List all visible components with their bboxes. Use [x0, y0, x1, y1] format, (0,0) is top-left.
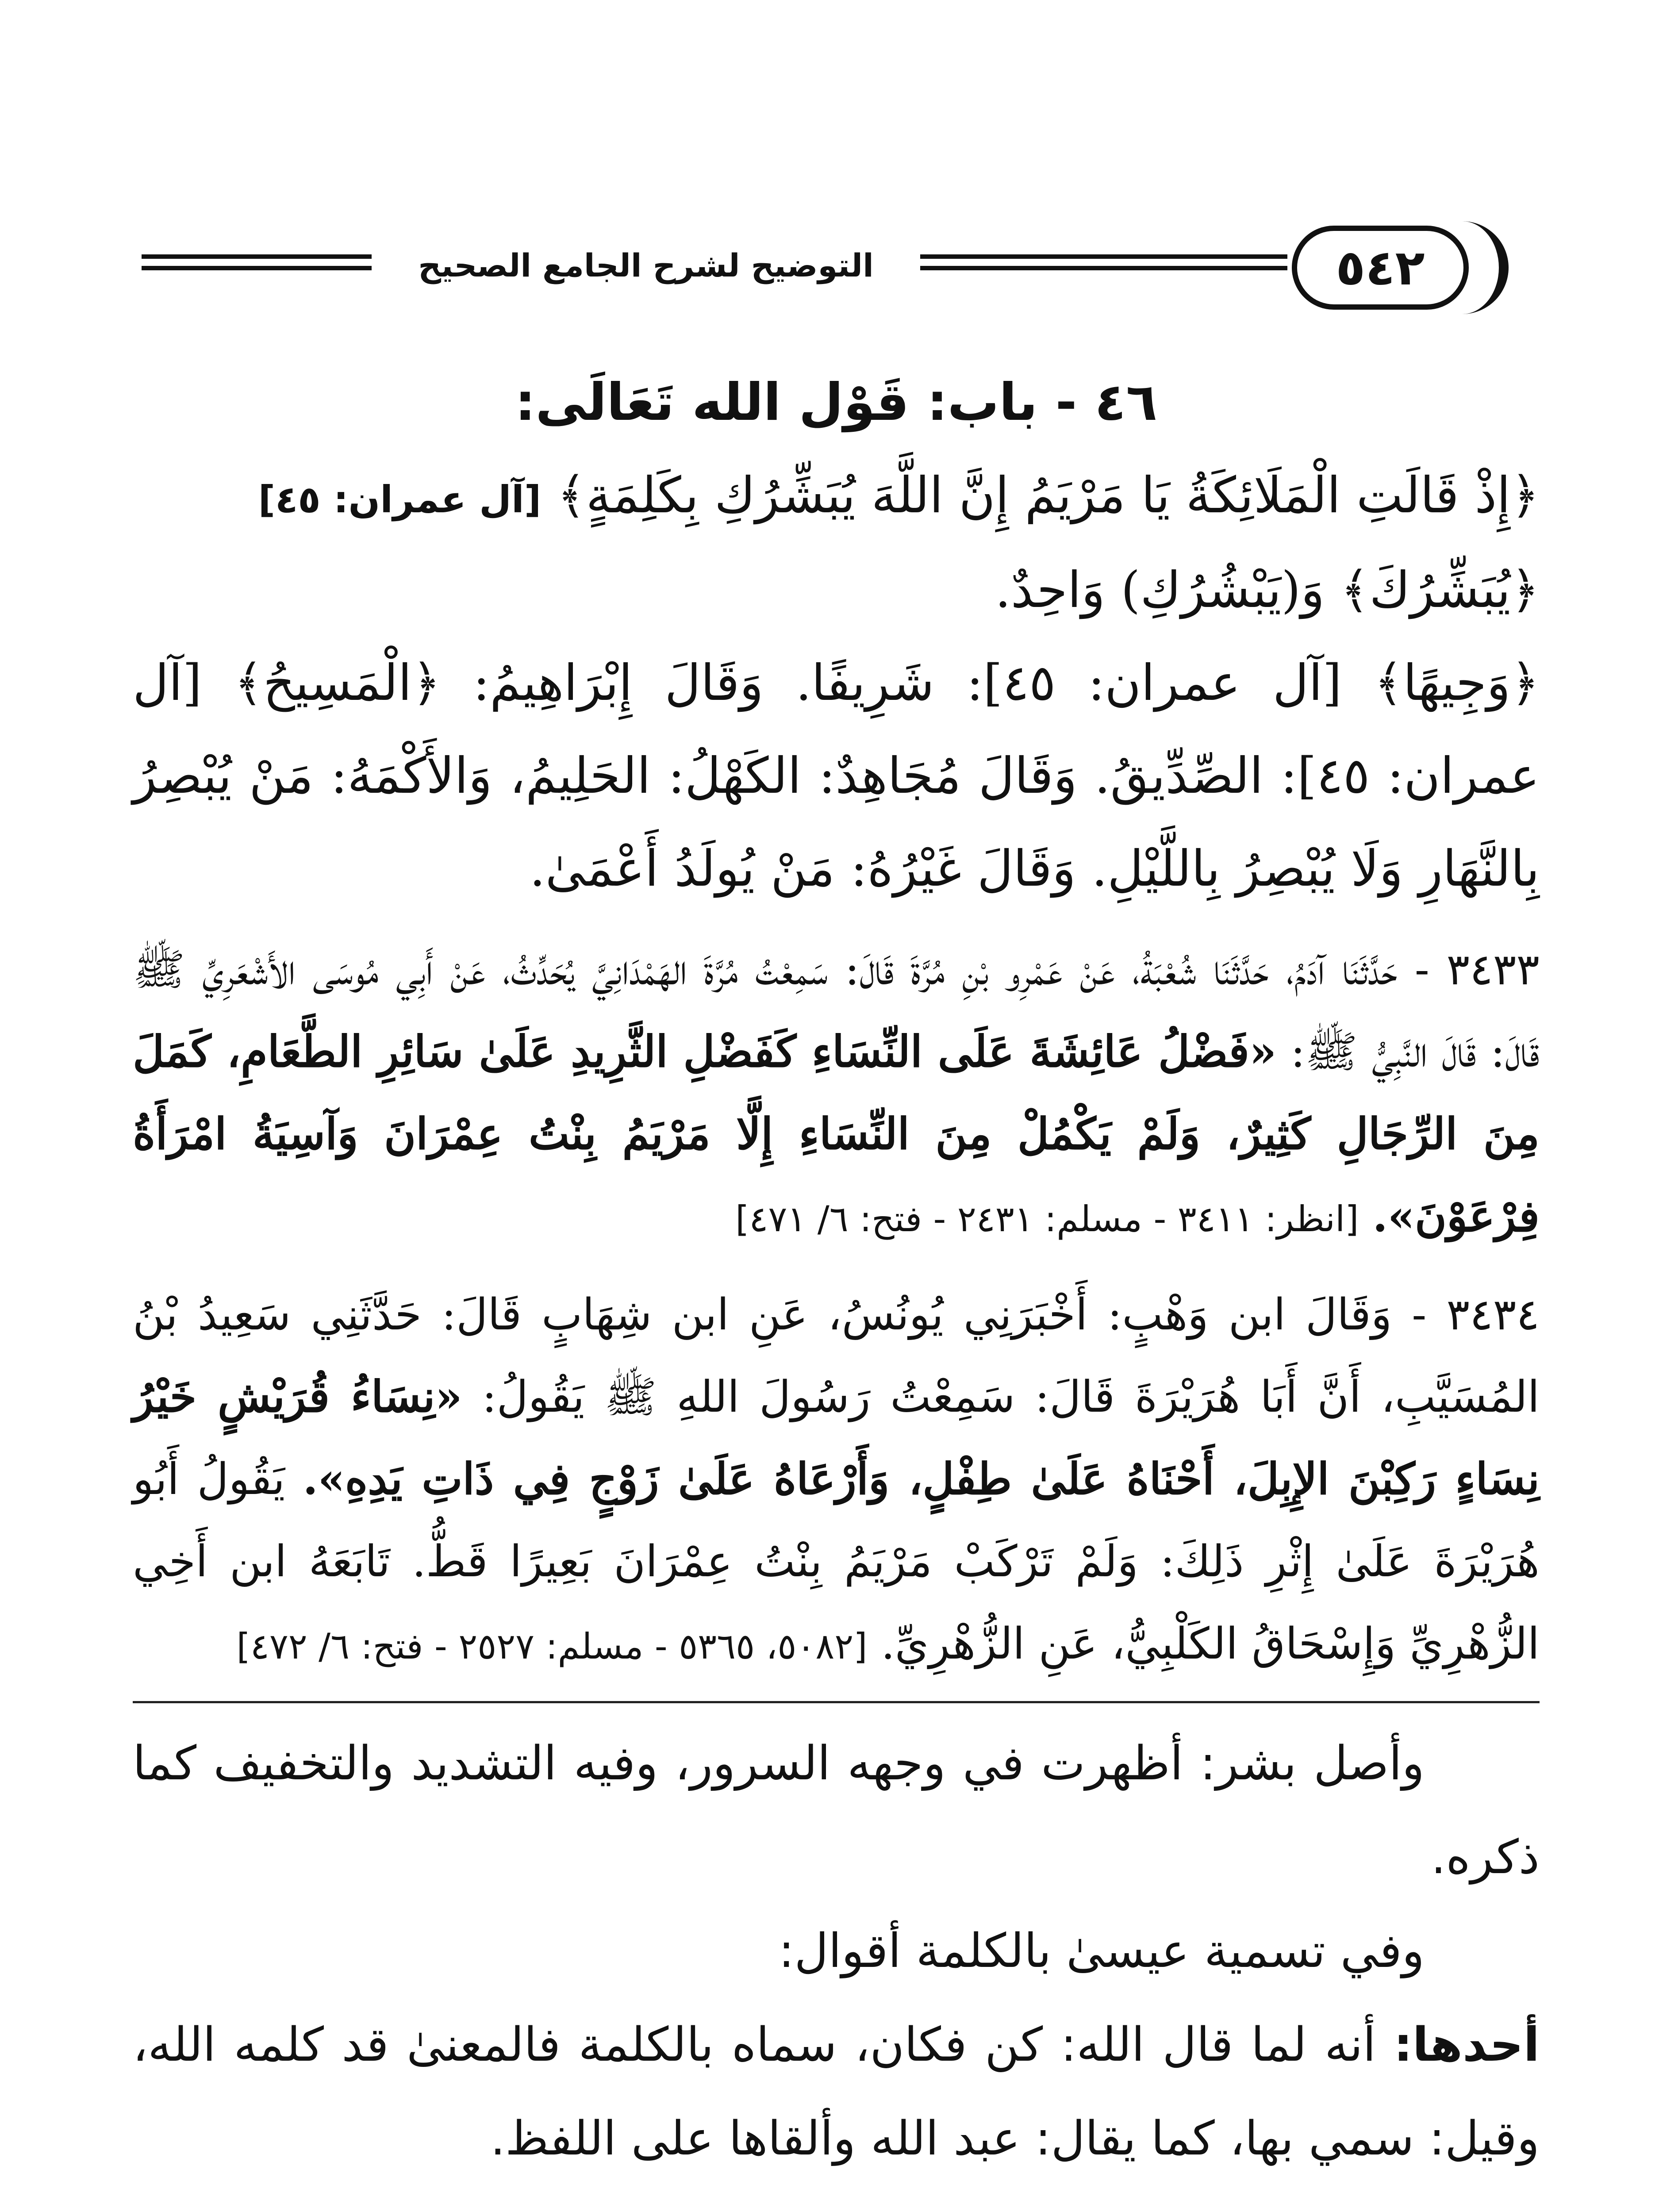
- chapter-heading: ٤٦ - باب: قَوْل الله تَعَالَى:: [515, 373, 1157, 432]
- commentary-lead: أحدها:: [1394, 2017, 1540, 2072]
- hadith-3434: [133, 1274, 1540, 1688]
- verse-reference: [آل عمران: ٤٥]: [258, 478, 541, 521]
- hadith-matn: «فَضْلُ عَائِشَةَ عَلَى النِّسَاءِ كَفَضْلِ الثَّرِيدِ عَلَىٰ سَائِرِ الطَّعَامِ، كَمَلَ مِنَ الرِّجَالِ كَثِيرٌ، وَلَمْ يَكْمُلْ مِنَ النِّسَاءِ إِلَّا مَرْيَمُ بِنْتُ عِمْرَانَ وَآسِيَةُ امْرَأَةُ فِرْعَوْنَ».: [133, 1026, 1540, 1242]
- commentary-text: وفي تسمية عيسىٰ بالكلمة أقوال:: [778, 1924, 1425, 1978]
- page-number: ٥٤٢: [1336, 239, 1425, 296]
- hadith-matn: «نِسَاءُ قُرَيْشٍ خَيْرُ نِسَاءٍ رَكِبْنَ الإِبِلَ، أَحْنَاهُ عَلَىٰ طِفْلٍ، وَأَرْعَاهُ عَلَىٰ زَوْجٍ فِي ذَاتِ يَدِهِ».: [133, 1371, 1540, 1505]
- header-rule-left: [142, 254, 372, 270]
- hadith-citation: [انظر: ٣٤١١ - مسلم: ٢٤٣١ - فتح: ٦/ ٤٧١]: [735, 1198, 1359, 1240]
- page-badge-ornament: [1442, 221, 1509, 314]
- commentary-text: أنه لما قال الله: كن فكان، سماه بالكلمة فالمعنىٰ قد كلمه الله، وقيل: سمي بها، كما يقال: عبد الله وألقاها على اللفظ.: [133, 2017, 1540, 2166]
- page-header: [142, 212, 1491, 319]
- commentary-text: وأصل بشر: أظهرت في وجهه السرور، وفيه التشديد والتخفيف كما ذكره.: [133, 1736, 1540, 1884]
- commentary-paragraph: [133, 1998, 1540, 2185]
- hadith-tail: يَقُولُ أَبُو هُرَيْرَةَ عَلَىٰ إِثْرِ ذَلِكَ: وَلَمْ تَرْكَبْ مَرْيَمُ بِنْتُ عِمْرَانَ بَعِيرًا قَطُّ. تَابَعَهُ ابن أَخِي الزُّهْرِيِّ وَإِسْحَاقُ الكَلْبِيُّ، عَنِ الزُّهْرِيِّ.: [133, 1454, 1540, 1669]
- hadith-citation: [٥٠٨٢، ٥٣٦٥ - مسلم: ٢٥٢٧ - فتح: ٦/ ٤٧٢]: [236, 1626, 868, 1667]
- running-title: التوضيح لشرح الجامع الصحيح: [418, 247, 874, 284]
- commentary-paragraph: [133, 1904, 1540, 1998]
- gloss-line: ﴿يُبَشِّرُكَ﴾ وَ(يَبْشُرُكِ) وَاحِدٌ.: [995, 561, 1540, 619]
- hadith-3433: [133, 929, 1540, 1260]
- hadith-isnad: ٣٤٣٣ - حَدَّثَنَا آدَمُ، حَدَّثَنَا شُعْبَةُ، عَنْ عَمْرِو بْنِ مُرَّةَ قَالَ: سَمِعْتُ مُرَّةَ الهَمْدَانِيَّ يُحَدِّثُ، عَنْ أَبِي مُوسَى الأَشْعَرِيِّ ﷺ قَالَ: قَالَ النَّبِيُّ ﷺ:: [133, 945, 1540, 1077]
- commentary-paragraph: [133, 1717, 1540, 1904]
- hadith-isnad: ٣٤٣٤ - وَقَالَ ابن وَهْبٍ: أَخْبَرَنِي يُونُسُ، عَنِ ابن شِهَابٍ قَالَ: حَدَّثَنِي سَعِيدُ بْنُ المُسَيَّبِ، أَنَّ أَبَا هُرَيْرَةَ قَالَ: سَمِعْتُ رَسُولَ اللهِ ﷺ يَقُولُ:: [133, 1290, 1540, 1422]
- verse-text: ﴿إِذْ قَالَتِ الْمَلَائِكَةُ يَا مَرْيَمُ إِنَّ اللَّهَ يُبَشِّرُكِ بِكَلِمَةٍ﴾: [557, 467, 1540, 524]
- gloss-paragraph: ﴿وَجِيهًا﴾ [آل عمران: ٤٥]: شَرِيفًا. وَقَالَ إِبْرَاهِيمُ: ﴿الْمَسِيحُ﴾ [آل عمران: ٤٥]: الصِّدِّيقُ. وَقَالَ مُجَاهِدٌ: الكَهْلُ: الحَلِيمُ، وَالأَكْمَهُ: مَنْ يُبْصِرُ بِالنَّهَارِ وَلَا يُبْصِرُ بِاللَّيْلِ. وَقَالَ غَيْرُهُ: مَنْ يُولَدُ أَعْمَىٰ.: [133, 654, 1540, 898]
- quran-verse: [133, 451, 1540, 544]
- header-rule-center: [920, 254, 1287, 270]
- page-content: [133, 363, 1540, 2185]
- section-divider: [133, 1701, 1540, 1703]
